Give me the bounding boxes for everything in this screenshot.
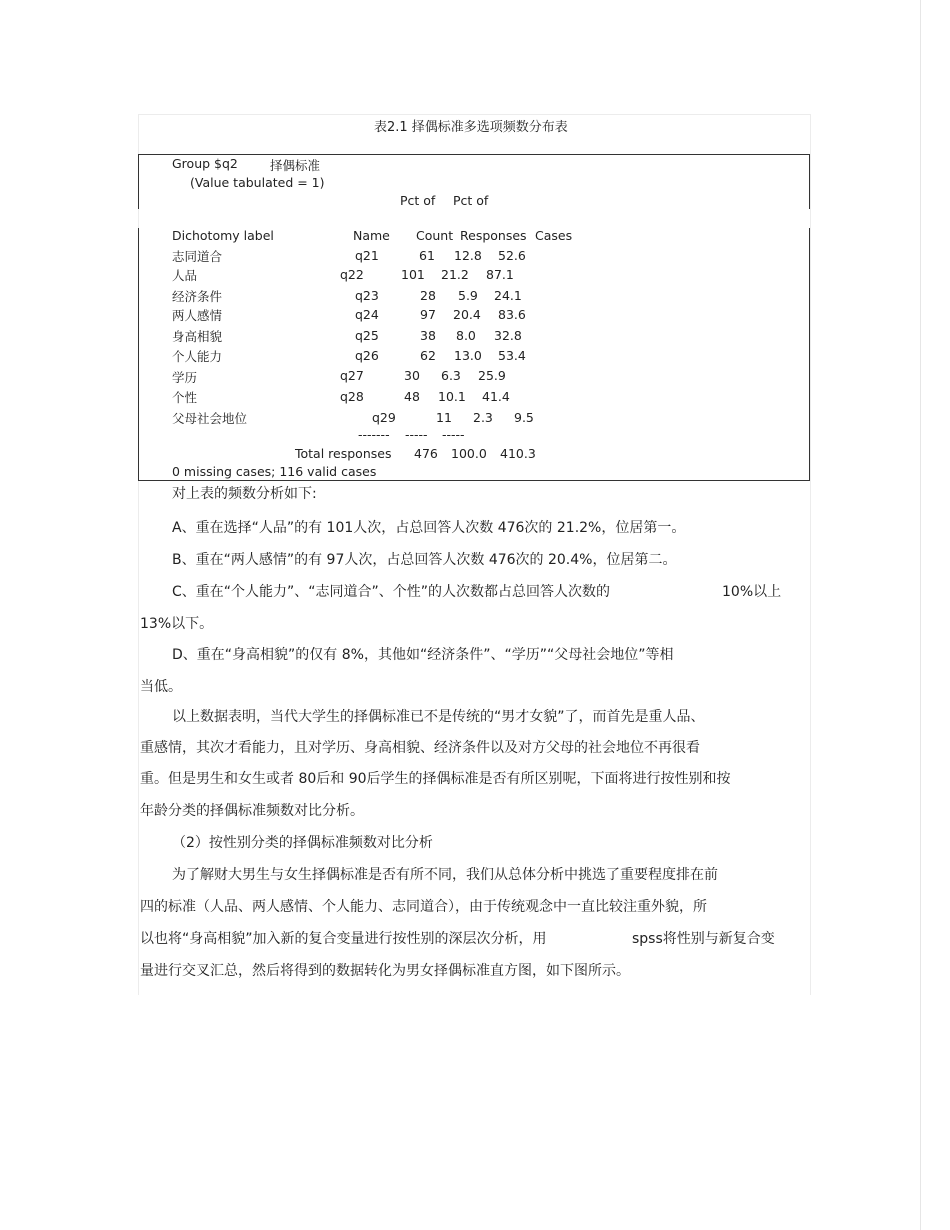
para2-line2: 四的标准（人品、两人感情、个人能力、志同道合），由于传统观念中一直比较注重外貌，所: [140, 899, 707, 915]
row-pct-responses: 5.9: [458, 288, 478, 303]
point-b: B、重在“两人感情”的有 97人次，占总回答人次数 476次的 20.4%，位居第二。: [172, 552, 677, 568]
row-name: q21: [355, 248, 379, 263]
spss-group: Group $q2: [172, 156, 238, 171]
para2-line3-tail: spss将性别与新复合变: [632, 931, 775, 947]
row-label: 人品: [172, 268, 198, 283]
total-pct-cases: 410.3: [500, 446, 536, 461]
row-label: 身高相貌: [172, 329, 223, 344]
point-d-line2: 当低。: [140, 679, 182, 695]
row-count: 11: [436, 410, 452, 425]
row-label: 个性: [172, 390, 198, 405]
row-pct-cases: 32.8: [494, 328, 522, 343]
missing-cases-note: 0 missing cases; 116 valid cases: [172, 464, 377, 479]
total-responses-label: Total responses: [295, 446, 392, 461]
para2-line3: 以也将“身高相貌”加入新的复合变量进行按性别的深层次分析，用: [140, 931, 547, 947]
table-caption: 表2.1 择偶标准多选项频数分布表: [374, 120, 568, 135]
summary-line4: 年龄分类的择偶标准频数对比分析。: [140, 803, 364, 819]
summary-line2: 重感情，其次才看能力，且对学历、身高相貌、经济条件以及对方父母的社会地位不再很看: [140, 740, 700, 756]
row-pct-cases: 24.1: [494, 288, 522, 303]
header-count: Count: [416, 228, 454, 243]
row-pct-responses: 10.1: [438, 389, 466, 404]
separator-responses: -----: [405, 427, 428, 442]
row-pct-cases: 9.5: [514, 410, 534, 425]
row-pct-cases: 25.9: [478, 368, 506, 383]
para2-line4: 量进行交叉汇总，然后将得到的数据转化为男女择偶标准直方图，如下图所示。: [140, 963, 630, 979]
row-pct-responses: 20.4: [453, 307, 481, 322]
header-name: Name: [353, 228, 390, 243]
header-responses: Responses: [460, 228, 527, 243]
spss-group-label: 择偶标准: [270, 158, 321, 173]
row-label: 志同道合: [172, 249, 223, 264]
separator-cases: -----: [442, 427, 465, 442]
row-label: 父母社会地位: [172, 411, 248, 426]
summary-line3: 重。但是男生和女生或者 80后和 90后学生的择偶标准是否有所区别呢，下面将进行按性别和按: [140, 771, 731, 787]
row-count: 62: [420, 348, 436, 363]
row-pct-cases: 87.1: [486, 267, 514, 282]
header-dichotomy-label: Dichotomy label: [172, 228, 274, 243]
section-heading-number: （2）: [172, 835, 209, 851]
point-c-line1: C、重在“个人能力”、“志同道合”、个性”的人次数都占总回答人次数的: [172, 584, 611, 600]
row-name: q22: [340, 267, 364, 282]
row-pct-cases: 52.6: [498, 248, 526, 263]
total-pct-responses: 100.0: [451, 446, 487, 461]
row-count: 61: [419, 248, 435, 263]
row-pct-cases: 41.4: [482, 389, 510, 404]
row-pct-cases: 53.4: [498, 348, 526, 363]
row-count: 97: [420, 307, 436, 322]
row-pct-responses: 6.3: [441, 368, 461, 383]
summary-line1: 以上数据表明，当代大学生的择偶标准已不是传统的“男才女貌”了，而首先是重人品、: [172, 709, 705, 725]
row-count: 28: [420, 288, 436, 303]
point-d-line1: D、重在“身高相貌”的仅有 8%，其他如“经济条件”、“学历”“父母社会地位”等相: [172, 647, 674, 663]
row-pct-cases: 83.6: [498, 307, 526, 322]
row-count: 48: [404, 389, 420, 404]
row-label: 两人感情: [172, 308, 223, 323]
row-label: 学历: [172, 370, 198, 385]
para2-line1: 为了解财大男生与女生择偶标准是否有所不同，我们从总体分析中挑选了重要程度排在前: [172, 867, 718, 883]
section-heading: [172, 832, 433, 852]
analysis-intro: 对上表的频数分析如下:: [172, 486, 317, 502]
row-pct-responses: 8.0: [456, 328, 476, 343]
spss-pct-of-cases: Pct of: [453, 193, 489, 208]
section-heading-title: 按性别分类的择偶标准频数对比分析: [208, 835, 433, 851]
row-pct-responses: 21.2: [441, 267, 469, 282]
row-pct-responses: 13.0: [454, 348, 482, 363]
separator-count: -------: [358, 427, 390, 442]
point-c-line1-tail: 10%以上: [722, 584, 782, 600]
row-name: q24: [355, 307, 379, 322]
row-label: 个人能力: [172, 349, 223, 364]
row-name: q29: [372, 410, 396, 425]
total-count: 476: [414, 446, 438, 461]
spss-value-tabulated: (Value tabulated = 1): [190, 175, 325, 190]
row-pct-responses: 2.3: [473, 410, 493, 425]
page-edge-rule: [920, 0, 921, 1230]
spss-pct-of-responses: Pct of: [400, 193, 436, 208]
row-name: q23: [355, 288, 379, 303]
header-cases: Cases: [535, 228, 573, 243]
row-name: q27: [340, 368, 364, 383]
row-label: 经济条件: [172, 289, 223, 304]
row-count: 38: [420, 328, 436, 343]
row-name: q28: [340, 389, 364, 404]
row-name: q26: [355, 348, 379, 363]
row-name: q25: [355, 328, 379, 343]
point-a: A、重在选择“人品”的有 101人次，占总回答人次数 476次的 21.2%，位居第一。: [172, 520, 686, 536]
row-count: 101: [401, 267, 425, 282]
row-pct-responses: 12.8: [454, 248, 482, 263]
point-c-line2: 13%以下。: [140, 616, 214, 632]
row-count: 30: [404, 368, 420, 383]
